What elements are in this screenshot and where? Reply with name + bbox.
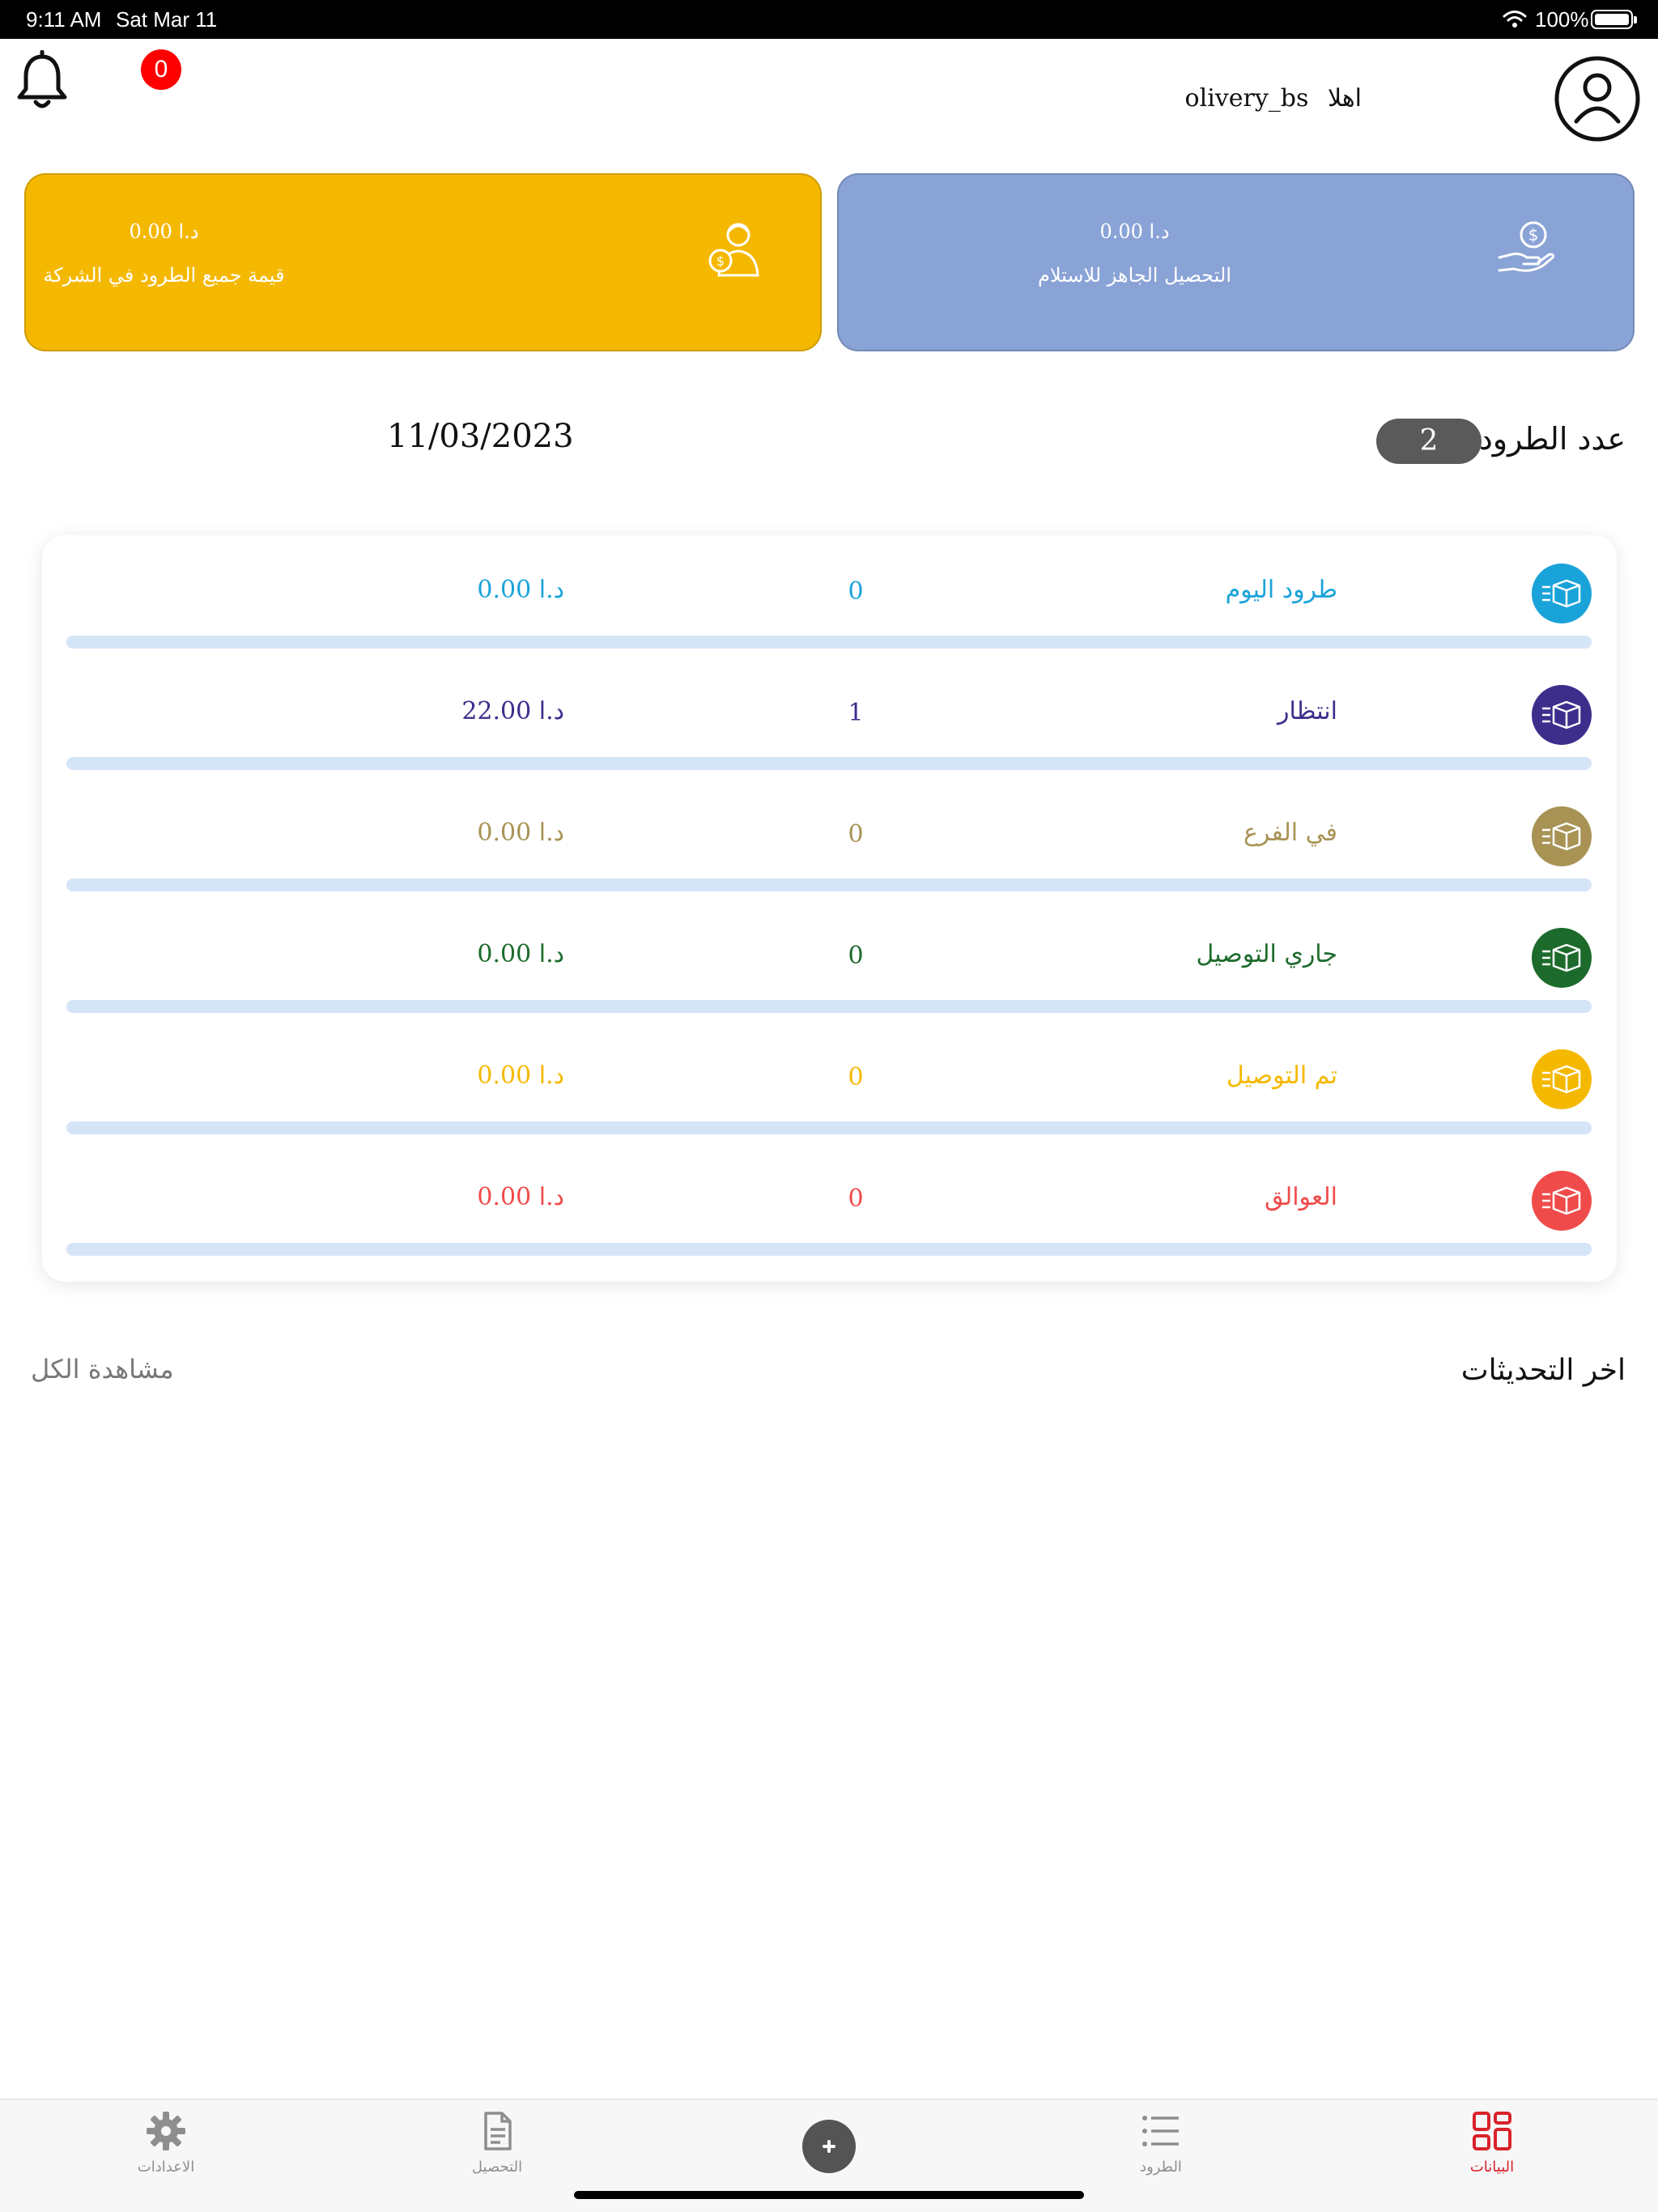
parcels-count-label: عدد الطرود bbox=[1478, 421, 1626, 457]
tab-settings[interactable] bbox=[101, 2110, 231, 2191]
user-avatar-icon[interactable] bbox=[1554, 55, 1641, 143]
status-row-waiting[interactable] bbox=[42, 657, 1617, 778]
status-row-in-branch[interactable] bbox=[42, 778, 1617, 900]
status-progress-bar bbox=[66, 757, 1592, 770]
company-parcels-value-label: قيمة جميع الطرود في الشركة bbox=[43, 264, 285, 287]
status-bar bbox=[0, 0, 1658, 39]
username: olivery_bs bbox=[1184, 84, 1309, 113]
status-name: جاري التوصيل bbox=[1196, 940, 1337, 968]
add-parcel-button[interactable] bbox=[802, 2120, 856, 2173]
company-parcels-value-amount: 0.00 د.ا bbox=[129, 220, 199, 243]
status-list bbox=[42, 535, 1617, 1282]
status-count: 0 bbox=[848, 942, 864, 970]
status-progress-bar bbox=[66, 1000, 1592, 1013]
status-amount: 0.00 د.ا bbox=[477, 1183, 564, 1211]
status-time: 9:11 AM bbox=[26, 7, 102, 32]
parcel-box-icon bbox=[1532, 1049, 1592, 1109]
greeting bbox=[1185, 84, 1362, 113]
status-count: 0 bbox=[848, 1063, 864, 1091]
company-parcels-value-card[interactable] bbox=[24, 173, 822, 351]
tab-parcels-label: الطرود bbox=[1140, 2159, 1182, 2176]
ready-collection-label: التحصيل الجاهز للاستلام bbox=[1037, 264, 1232, 287]
hand-dollar-icon bbox=[1494, 217, 1558, 280]
tab-collection[interactable] bbox=[432, 2110, 562, 2191]
wifi-icon bbox=[1503, 9, 1527, 34]
ready-collection-card[interactable] bbox=[837, 173, 1635, 351]
status-count: 0 bbox=[848, 577, 864, 606]
battery-percentage: 100% bbox=[1535, 7, 1589, 32]
status-row-out-for-delivery[interactable] bbox=[42, 900, 1617, 1021]
status-progress-bar bbox=[66, 878, 1592, 891]
list-icon bbox=[1140, 2110, 1182, 2152]
ready-collection-amount: 0.00 د.ا bbox=[1099, 220, 1170, 243]
tab-data-label: البيانات bbox=[1469, 2159, 1515, 2176]
parcels-count-badge: 2 bbox=[1376, 419, 1482, 464]
latest-updates-title: اخر التحديثات bbox=[1460, 1354, 1626, 1387]
parcel-box-icon bbox=[1532, 564, 1592, 623]
status-amount: 0.00 د.ا bbox=[477, 940, 564, 968]
dashboard-grid-icon bbox=[1471, 2110, 1513, 2152]
status-progress-bar bbox=[66, 1243, 1592, 1256]
parcel-box-icon bbox=[1532, 1171, 1592, 1231]
status-progress-bar bbox=[66, 636, 1592, 649]
tab-settings-label: الاعدادات bbox=[137, 2159, 195, 2176]
notification-badge[interactable]: 0 bbox=[141, 49, 181, 90]
status-row-stuck[interactable] bbox=[42, 1142, 1617, 1264]
status-name: تم التوصيل bbox=[1226, 1061, 1337, 1090]
greeting-label: اهلا bbox=[1327, 84, 1362, 113]
battery-icon bbox=[1591, 10, 1633, 29]
summary-date: 11/03/2023 bbox=[387, 418, 574, 455]
svg-text:$: $ bbox=[716, 253, 725, 269]
status-amount: 0.00 د.ا bbox=[477, 819, 564, 847]
document-icon bbox=[476, 2110, 518, 2152]
gear-icon bbox=[145, 2110, 187, 2152]
parcel-box-icon bbox=[1532, 685, 1592, 745]
status-count: 0 bbox=[848, 820, 864, 849]
status-date: Sat Mar 11 bbox=[116, 7, 218, 32]
parcel-box-icon bbox=[1532, 928, 1592, 988]
parcel-box-icon bbox=[1532, 806, 1592, 866]
status-row-delivered[interactable] bbox=[42, 1021, 1617, 1142]
status-amount: 0.00 د.ا bbox=[477, 576, 564, 604]
tab-collection-label: التحصيل bbox=[471, 2159, 523, 2176]
status-row-today[interactable] bbox=[42, 535, 1617, 657]
status-progress-bar bbox=[66, 1121, 1592, 1134]
status-amount: 22.00 د.ا bbox=[461, 697, 564, 725]
status-name: العوالق bbox=[1265, 1183, 1337, 1211]
home-indicator bbox=[574, 2191, 1084, 2199]
status-name: انتظار bbox=[1278, 697, 1337, 725]
status-amount: 0.00 د.ا bbox=[477, 1061, 564, 1090]
svg-text:$: $ bbox=[1528, 225, 1539, 245]
status-name: في الفرع bbox=[1244, 819, 1337, 847]
status-count: 1 bbox=[848, 699, 864, 727]
tab-data[interactable] bbox=[1427, 2110, 1557, 2191]
bell-icon[interactable] bbox=[15, 50, 70, 112]
status-name: طرود اليوم bbox=[1225, 576, 1337, 604]
tab-parcels[interactable] bbox=[1096, 2110, 1226, 2191]
view-all-link[interactable]: مشاهدة الكل bbox=[31, 1354, 174, 1385]
status-count: 0 bbox=[848, 1185, 864, 1213]
